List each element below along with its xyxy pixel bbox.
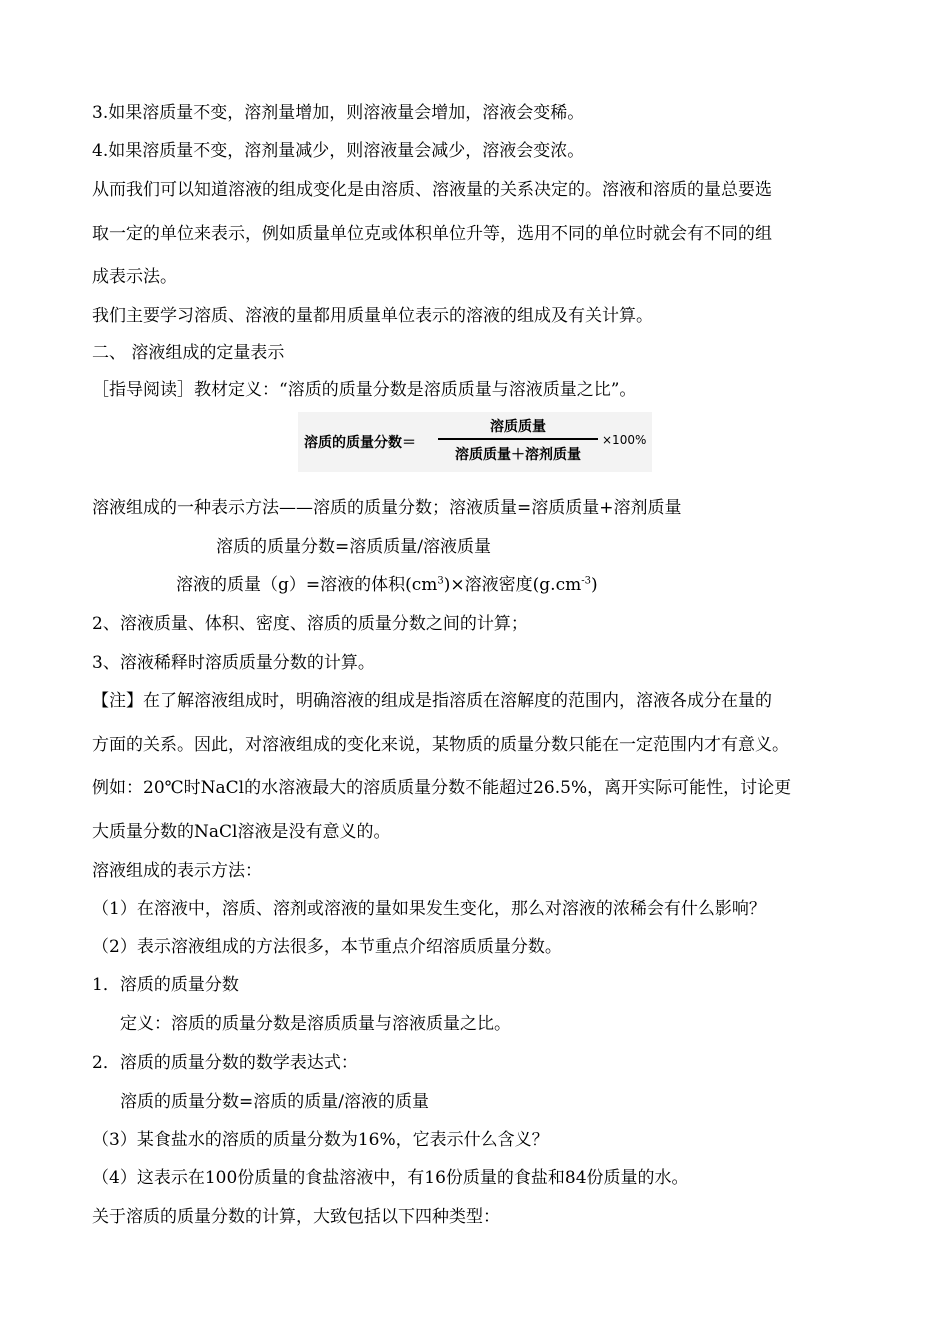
text-line: 我们主要学习溶质、溶液的量都用质量单位表示的溶液的组成及有关计算。 <box>92 306 653 326</box>
text-line: 定义：溶质的质量分数是溶质质量与溶液质量之比。 <box>120 1014 511 1034</box>
text-line: ［指导阅读］教材定义：“溶质的质量分数是溶质质量与溶液质量之比”。 <box>92 380 637 400</box>
formula-multiplier: ×100% <box>602 433 647 447</box>
text-line: 大质量分数的NaCl溶液是没有意义的。 <box>92 822 391 842</box>
text-line: 溶液组成的一种表示方法——溶质的质量分数；溶液质量=溶质质量+溶剂质量 <box>92 498 682 518</box>
density-formula-line: 溶液的质量（g）=溶液的体积$(cm^3)\times$溶液密度$(g.cm^{-3})$ <box>176 575 598 595</box>
text-line: 从而我们可以知道溶液的组成变化是由溶质、溶液量的关系决定的。溶液和溶质的量总要选 <box>92 180 772 200</box>
text-line: （4）这表示在100份质量的食盐溶液中，有16份质量的食盐和84份质量的水。 <box>92 1168 689 1188</box>
text-line: （2）表示溶液组成的方法很多，本节重点介绍溶质质量分数。 <box>92 937 562 957</box>
text-line: 2、溶液质量、体积、密度、溶质的质量分数之间的计算； <box>92 614 528 634</box>
fraction-bar <box>438 438 598 440</box>
text-line: 3.如果溶质量不变，溶剂量增加，则溶液量会增加，溶液会变稀。 <box>92 103 585 123</box>
text-line: （1）在溶液中，溶质、溶剂或溶液的量如果发生变化，那么对溶液的浓稀会有什么影响？ <box>92 899 766 919</box>
section-heading: 二、 溶液组成的定量表示 <box>92 343 285 363</box>
note-line: 【注】在了解溶液组成时，明确溶液的组成是指溶质在溶解度的范围内，溶液各成分在量的 <box>92 691 772 711</box>
formula-lhs: 溶质的质量分数＝ <box>304 435 416 451</box>
text-line: 溶液组成的表示方法： <box>92 861 262 881</box>
text-line: 成表示法。 <box>92 267 177 287</box>
text-line: 关于溶质的质量分数的计算，大致包括以下四种类型： <box>92 1207 500 1227</box>
text-line: （3）某食盐水的溶质的质量分数为16%，它表示什么含义？ <box>92 1130 549 1150</box>
formula-numerator: 溶质质量 <box>490 419 546 435</box>
text-line: 3、溶液稀释时溶质质量分数的计算。 <box>92 653 375 673</box>
text-line: 溶质的质量分数=溶质的质量/溶液的质量 <box>120 1092 429 1112</box>
subheading: 2．溶质的质量分数的数学表达式： <box>92 1053 358 1073</box>
text-line: 取一定的单位来表示，例如质量单位克或体积单位升等，选用不同的单位时就会有不同的组 <box>92 224 772 244</box>
formula-denominator: 溶质质量＋溶剂质量 <box>455 447 581 463</box>
text-line: 溶质的质量分数=溶质质量/溶液质量 <box>216 537 491 557</box>
subheading: 1．溶质的质量分数 <box>92 975 239 995</box>
text-line: 方面的关系。因此，对溶液组成的变化来说，某物质的质量分数只能在一定范围内才有意义。 <box>92 735 789 755</box>
text-line: 4.如果溶质量不变，溶剂量减少，则溶液量会减少，溶液会变浓。 <box>92 141 585 161</box>
mass-fraction-formula <box>298 412 652 472</box>
text-line: 例如：20℃时NaCl的水溶液最大的溶质质量分数不能超过26.5%，离开实际可能性，讨论更 <box>92 778 792 798</box>
